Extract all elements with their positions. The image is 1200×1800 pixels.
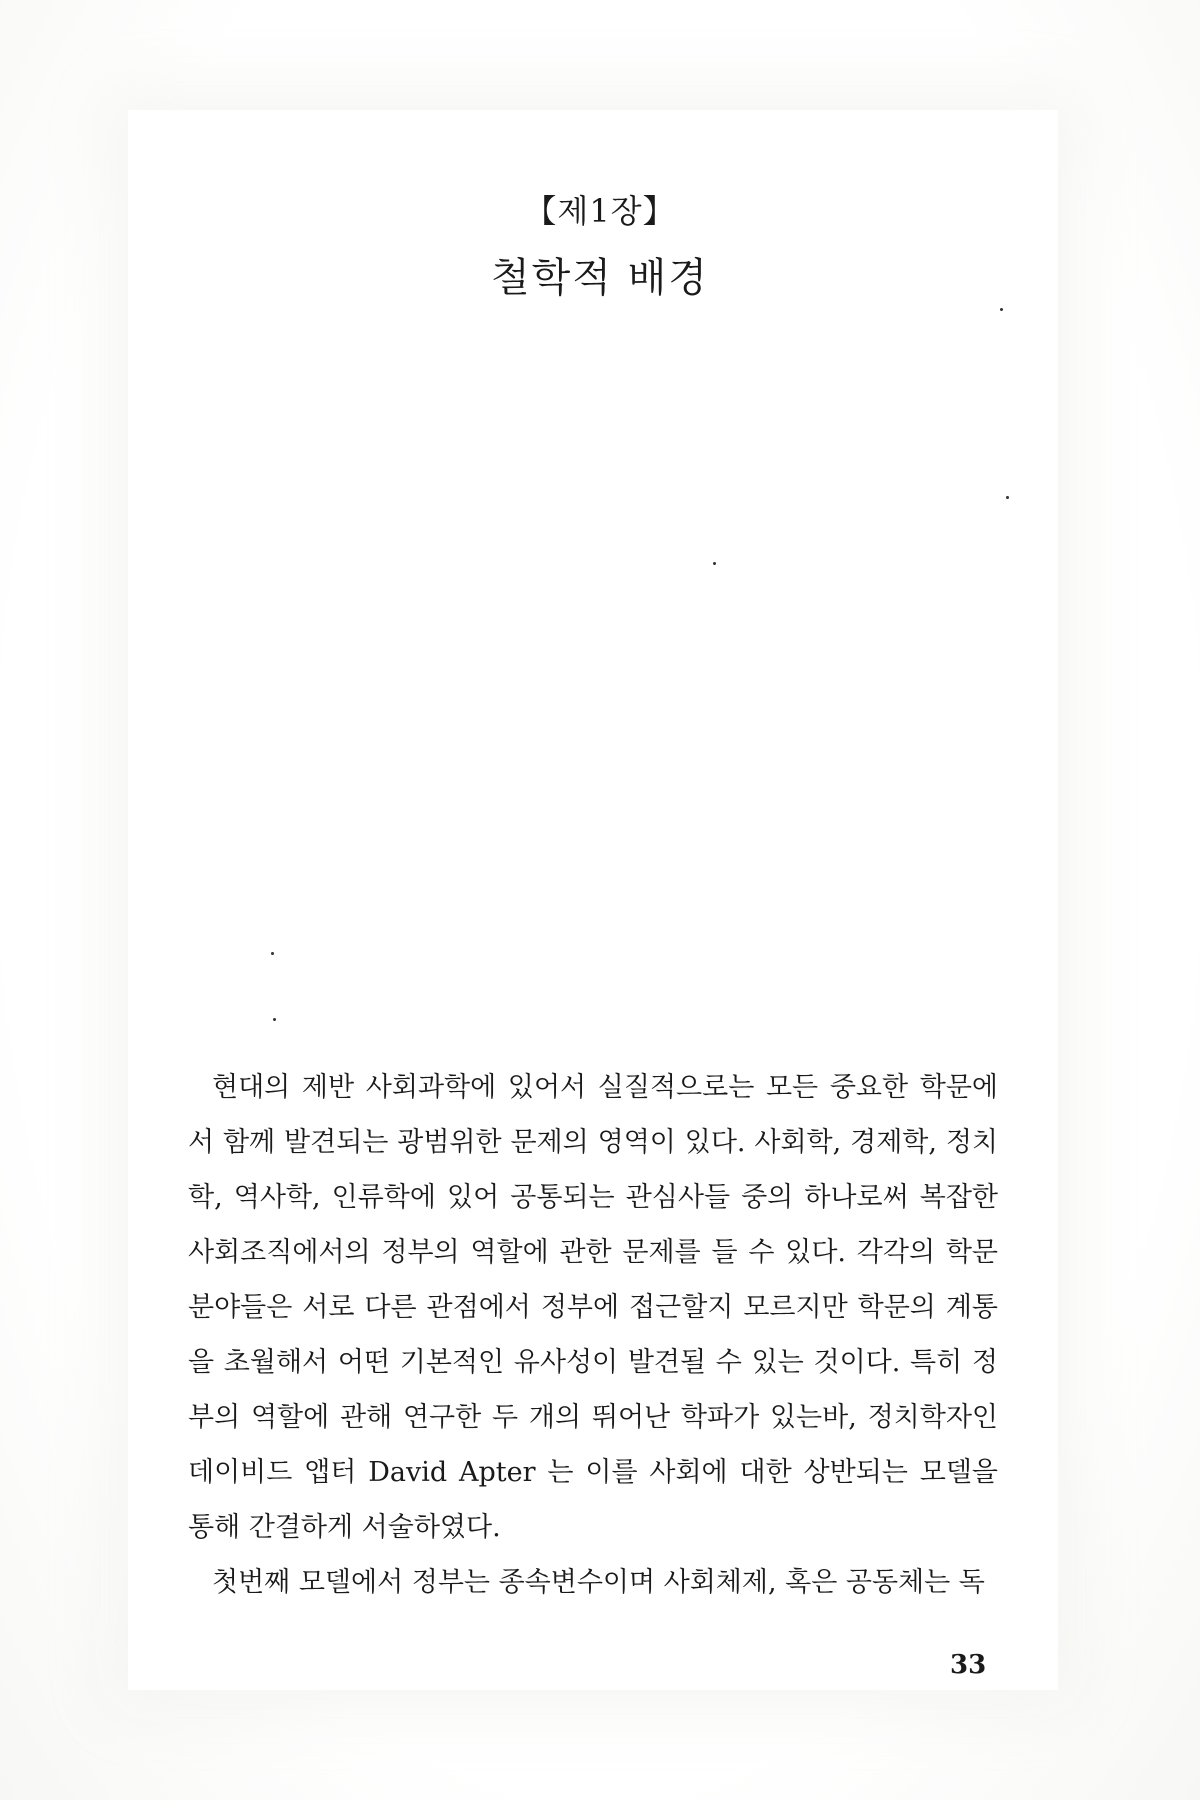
scan-speck xyxy=(1006,496,1009,499)
scan-speck xyxy=(271,952,274,955)
chapter-title: 철학적 배경 xyxy=(491,255,709,301)
body-text xyxy=(188,1060,998,1610)
paragraph: 현대의 제반 사회과학에 있어서 실질적으로는 모든 중요한 학문에서 함께 발견되는 광범위한 문제의 영역이 있다. 사회학, 경제학, 정치학, 역사학, 인류학에 있어 공통되는 관심사들 중의 하나로써 복잡한 사회조직에서의 정부의 역할에 관한 문제를 들 수 있다. 각각의 학문 분야들은 서로 다른 관점에서 정부에 접근할지 모르지만 학문의 계통을 초월해서 어떤 기본적인 유사성이 발견될 수 있는 것이다. 특히 정부의 역할에 관해 연구한 두 개의 뛰어난 학파가 있는바, 정치학자인 데이비드 앱터 David Apter 는 이를 사회에 대한 상반되는 모델을 통해 간결하게 서술하였다. xyxy=(188,1072,998,1543)
scan-speck xyxy=(273,1018,276,1021)
page-number: 33 xyxy=(950,1650,987,1680)
scan-speck xyxy=(713,562,716,565)
scan-speck xyxy=(1000,308,1003,311)
chapter-label: 【제1장】 xyxy=(524,192,676,230)
paragraph: 첫번째 모델에서 정부는 종속변수이며 사회체제, 혹은 공동체는 독 xyxy=(212,1567,985,1598)
